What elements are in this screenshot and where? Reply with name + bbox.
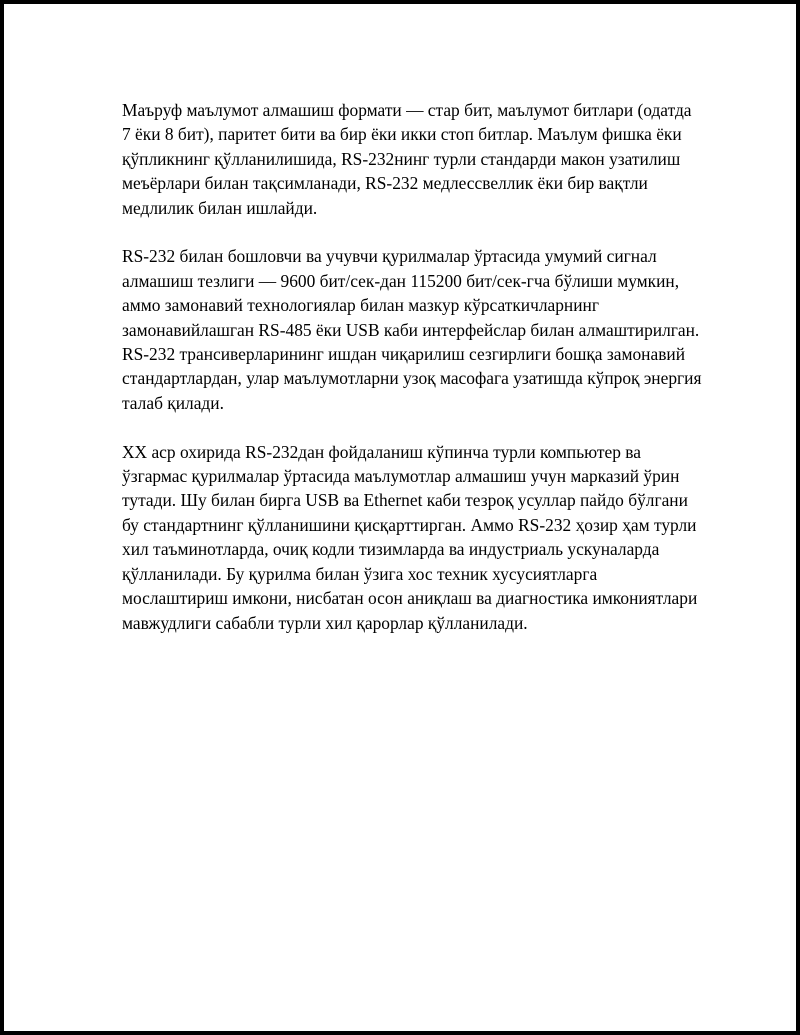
- paragraph-2: RS-232 билан бошловчи ва учувчи қурилмалар ўртасида умумий сигнал алмашиш тезлиги — 9600 бит/сек-дан 115200 бит/сек-гча бўлиши мумкин, аммо замонавий технологиялар билан мазкур кўрсаткичларнинг замонавийлашган RS-485 ёки USB каби интерфейслар билан алмаштирилган. RS-232 трансиверларининг ишдан чиқарилиш сезгирлиги бошқа замонавий стандартлардан, улар маълумотларни узоқ масофага узатишда кўпроқ энергия талаб қилади.: [122, 246, 702, 413]
- page-body: [122, 98, 702, 659]
- paragraph-1: Маъруф маълумот алмашиш формати — стар бит, маълумот битлари (одатда 7 ёки 8 бит), паритет бити ва бир ёки икки стоп битлар. Маълум фишка ёки қўпликнинг қўлланилишида, RS-232нинг турли стандарди макон узатилиш меъёрлари билан тақсимланади, RS-232 медлессвеллик ёки бир вақтли медлилик билан ишлайди.: [122, 100, 692, 218]
- paragraph-3: XX аср охирида RS-232дан фойдаланиш кўпинча турли компьютер ва ўзгармас қурилмалар ўртасида маълумотлар алмашиш учун марказий ўрин тутади. Шу билан бирга USB ва Ethernet каби тезроқ усуллар пайдо бўлгани бу стандартнинг қўлланишини қисқарттирган. Аммо RS-232 ҳозир ҳам турли хил таъминотларда, очиқ кодли тизимларда ва индустриаль ускуналарда қўлланилади. Бу қурилма билан ўзига хос техник хусусиятларга мослаштириш имкони, нисбатан осон аниқлаш ва диагностика имкониятлари мавжудлиги сабабли турли хил қарорлар қўлланилади.: [122, 441, 698, 633]
